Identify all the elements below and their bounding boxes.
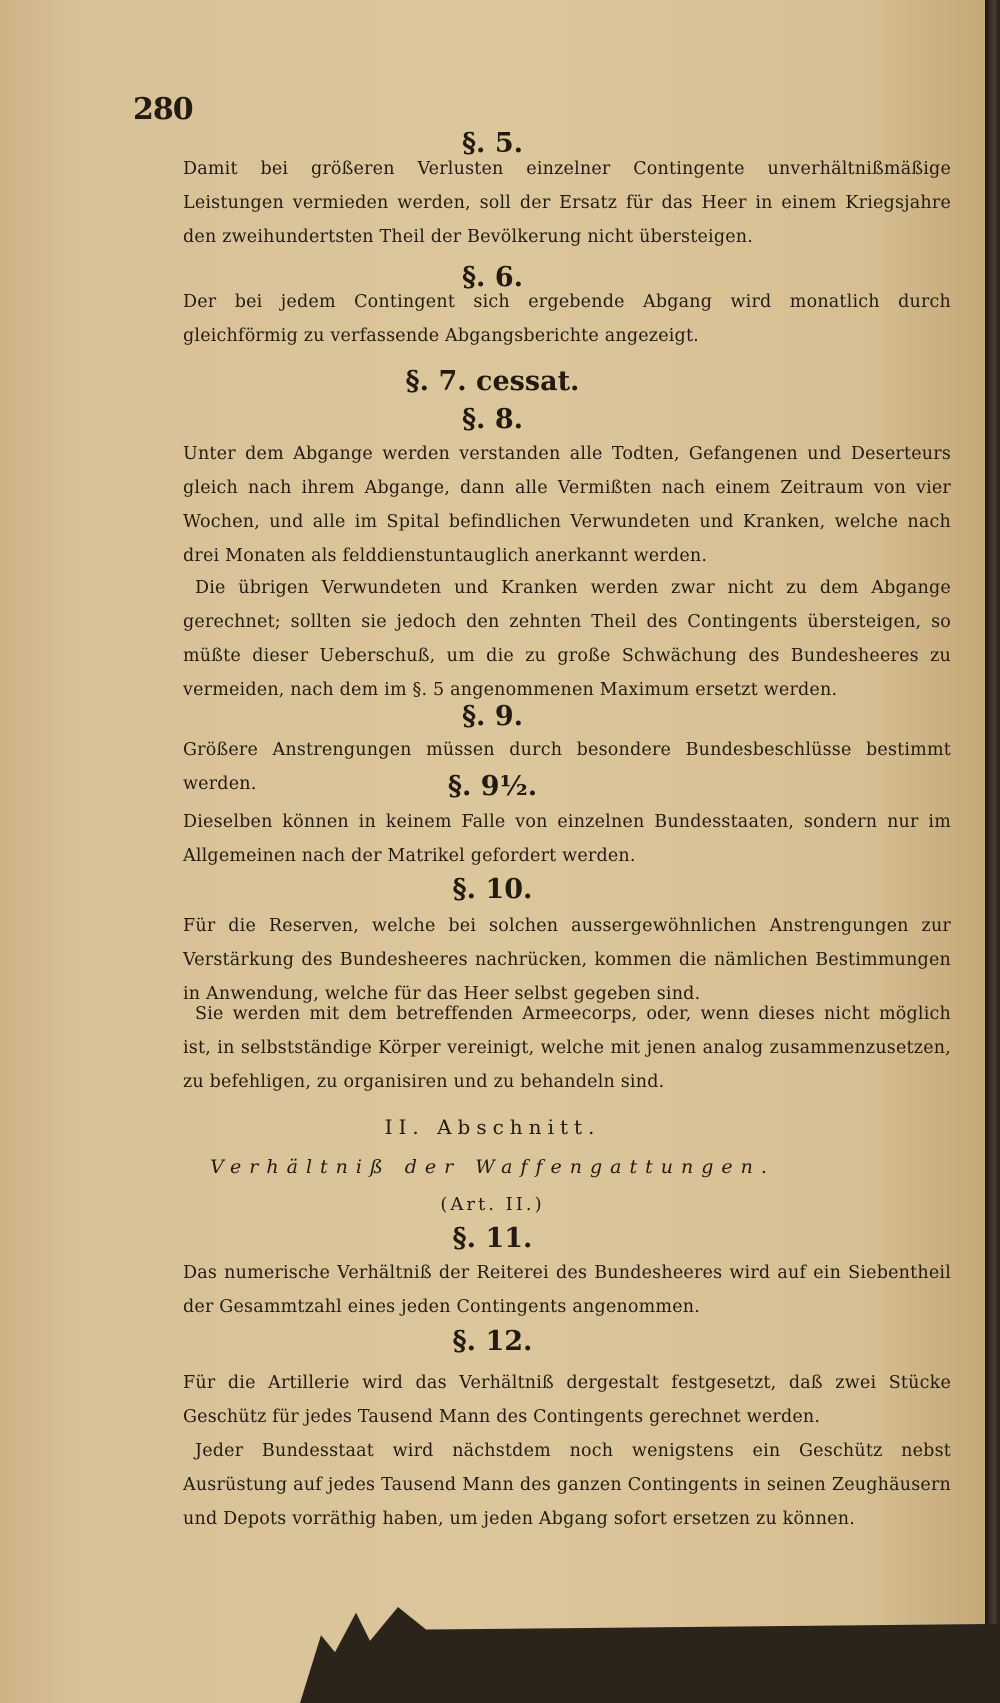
paragraph-8b: Die übrigen Verwundeten und Kranken werden zwar nicht zu dem Abgange gerechnet; sollten sie jedoch den zehnten Theil des Contingents übersteigen, so müßte dieser Ueberschuß, um die zu große Schwächung des Bundesheeres zu vermeiden, nach dem im §. 5 angenommenen Maximum ersetzt werden. <box>183 578 951 700</box>
section-heading-7: §. 7. cessat. <box>405 366 580 397</box>
paragraph-9: Größere Anstrengungen müssen durch besondere Bundesbeschlüsse bestimmt werden. <box>183 740 951 794</box>
page-number: 280 <box>133 92 193 127</box>
paragraph-11: Das numerische Verhältniß der Reiterei des Bundesheeres wird auf ein Siebentheil der Gesammtzahl eines jeden Contingents angenommen. <box>183 1263 951 1317</box>
section-heading-9: §. 9. <box>461 701 524 732</box>
section-heading-11: §. 11. <box>452 1223 533 1254</box>
paragraph-8a: Unter dem Abgange werden verstanden alle Todten, Gefangenen und Deserteurs gleich nach ihrem Abgange, dann alle Vermißten nach einem Zeitraum von vier Wochen, und alle im Spital befindlichen Verwundeten und Kranken, welche nach drei Monaten als felddienstuntauglich anerkannt werden. <box>183 444 951 566</box>
section-heading-9-half: §. 9½. <box>447 771 538 802</box>
section-heading-6: §. 6. <box>461 262 524 293</box>
section-heading-12: §. 12. <box>452 1326 533 1357</box>
section-heading-8: §. 8. <box>461 404 524 435</box>
chapter-title: II. Abschnitt. <box>384 1115 601 1139</box>
section-heading-5: §. 5. <box>461 128 524 159</box>
paragraph-12b: Jeder Bundesstaat wird nächstdem noch wenigstens ein Geschütz nebst Ausrüstung auf jedes Tausend Mann des ganzen Contingents in seinen Zeughäusern und Depots vorräthig haben, um jeden Abgang sofort ersetzen zu können. <box>183 1441 951 1529</box>
paragraph-5: Damit bei größeren Verlusten einzelner Contingente unverhältnißmäßige Leistungen vermieden werden, soll der Ersatz für das Heer in einem Kriegsjahre den zweihundertsten Theil der Bevölkerung nicht übersteigen. <box>183 159 951 247</box>
paragraph-9-half: Dieselben können in keinem Falle von einzelnen Bundesstaaten, sondern nur im Allgemeinen nach der Matrikel gefordert werden. <box>183 812 951 866</box>
paragraph-6: Der bei jedem Contingent sich ergebende Abgang wird monatlich durch gleichförmig zu verfassende Abgangsberichte angezeigt. <box>183 292 951 346</box>
section-heading-10: §. 10. <box>452 874 533 905</box>
paragraph-12a: Für die Artillerie wird das Verhältniß dergestalt festgesetzt, daß zwei Stücke Geschütz für jedes Tausend Mann des Contingents gerechnet werden. <box>183 1373 951 1427</box>
chapter-subtitle: Verhältniß der Waffengattungen. <box>210 1156 775 1178</box>
paragraph-10a: Für die Reserven, welche bei solchen aussergewöhnlichen Anstrengungen zur Verstärkung des Bundesheeres nachrücken, kommen die nämlichen Bestimmungen in Anwendung, welche für das Heer selbst gegeben sind. <box>183 916 951 1004</box>
book-spine-edge <box>985 0 1000 1703</box>
paragraph-10b: Sie werden mit dem betreffenden Armeecorps, oder, wenn dieses nicht möglich ist, in selbstständige Körper vereinigt, welche mit jenen analog zusammenzusetzen, zu befehligen, zu organisiren und zu behandeln sind. <box>183 1004 951 1092</box>
chapter-article: (Art. II.) <box>440 1194 545 1215</box>
